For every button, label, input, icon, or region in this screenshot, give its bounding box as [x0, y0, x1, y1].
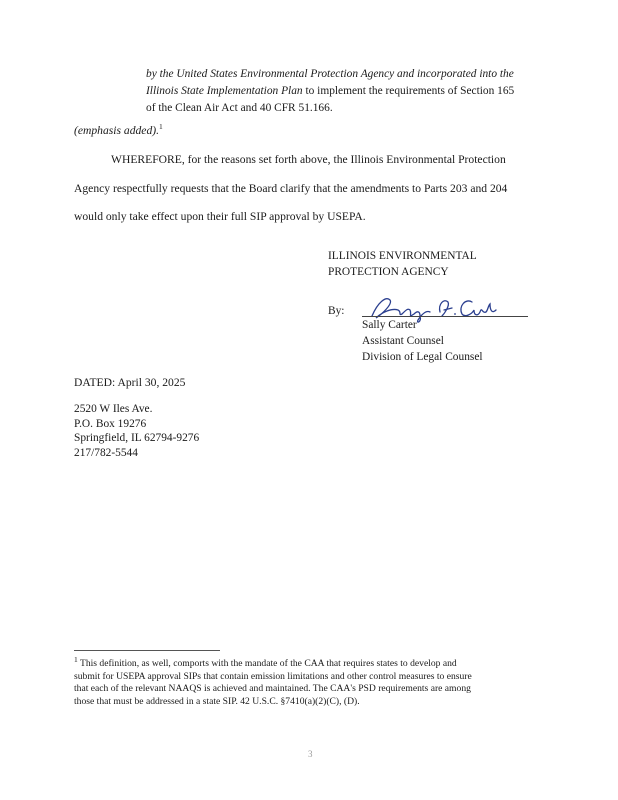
body-line-3: would only take effect upon their full SIP approval by USEPA. [74, 210, 366, 223]
signer-title: Assistant Counsel [362, 335, 444, 347]
date-line: DATED: April 30, 2025 [74, 376, 186, 389]
footnote-line-1 [74, 654, 472, 671]
footnote-line-2: submit for USEPA approval SIPs that contain emission limitations and other control measures to ensure [74, 670, 472, 682]
by-label: By: [328, 305, 345, 317]
footnote-separator [74, 650, 220, 651]
footnote-line-1-text: This definition, as well, comports with the mandate of the CAA that requires states to develop and [77, 658, 457, 669]
body-line-2: Agency respectfully requests that the Board clarify that the amendments to Parts 203 and 204 [74, 182, 508, 195]
block-quote [146, 66, 514, 117]
quote-line-2 [146, 83, 514, 100]
body-line-1: WHEREFORE, for the reasons set forth above, the Illinois Environmental Protection [111, 153, 506, 166]
signer-details [362, 317, 483, 365]
emphasis-note [74, 124, 163, 137]
emphasis-text: (emphasis added). [74, 124, 160, 137]
mailing-address [74, 402, 199, 460]
state-implementation-plan-title: Illinois State Implementation Plan [146, 85, 303, 97]
quote-line-1: by the United States Environmental Protection Agency and incorporated into the [146, 68, 514, 80]
footnote-marker: 1 [74, 654, 78, 664]
address-street: 2520 W Iles Ave. [74, 403, 153, 415]
address-city: Springfield, IL 62794-9276 [74, 432, 200, 444]
address-phone: 217/782-5544 [74, 446, 138, 459]
signer-name: Sally Carter [362, 319, 417, 331]
page-number: 3 [308, 749, 313, 759]
quote-line-2-rest: to implement the requirements of Section 165 [302, 85, 515, 97]
signer-division: Division of Legal Counsel [362, 351, 483, 363]
footnote [74, 654, 472, 708]
agency-name-line-2: PROTECTION AGENCY [328, 266, 449, 278]
agency-name-line-1: ILLINOIS ENVIRONMENTAL [328, 250, 477, 262]
footnote-line-3: that each of the relevant NAAQS is achieved and maintained. The CAA's PSD requirements are among [74, 683, 471, 694]
footnote-line-4: those that must be addressed in a state SIP. 42 U.S.C. §7410(a)(2)(C), (D). [74, 695, 360, 707]
address-po-box: P.O. Box 19276 [74, 417, 147, 430]
footnote-reference: 1 [159, 122, 163, 132]
agency-name [328, 248, 477, 280]
quote-line-3: of the Clean Air Act and 40 CFR 51.166. [146, 102, 333, 114]
